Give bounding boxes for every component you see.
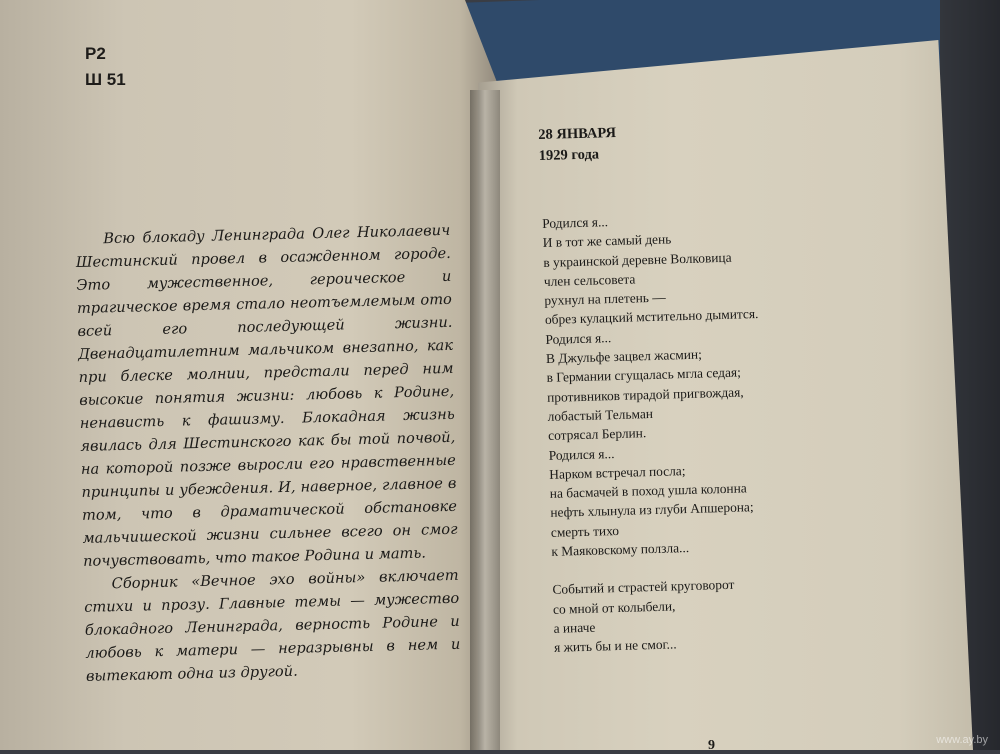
poem-line: Родился я... — [548, 445, 615, 463]
poem-line: И в тот же самый день — [542, 231, 672, 251]
poem-line: Нарком встречал посла; — [549, 462, 686, 482]
classification-code-2: Ш 51 — [85, 70, 126, 89]
poem-line: В Джульфе зацвел жасмин; — [545, 346, 702, 367]
date-line-2: 1929 года — [538, 146, 600, 164]
poem-line: лобастый Тельман — [547, 405, 654, 424]
annotation-paragraph-1: Всю блокаду Ленинграда Олег Николаевич Шестинский провел в осажденном городе. Это мужественное, героическое и трагическое время стало неотъемлемым ото всей его последующей жизни. Двенадцатилетним мальчиком внезапно, как при блеске молнии, предстали перед ним высокие понятия жизни: любовь к Родине, ненависть к фашизму. Блокадная жизнь явилась для Шестинского как бы той почвой, на которой позже выросли его нравственные принципы и убеждения. И, наверное, главное в том, что в драматической обстановке мальчишеской жизни сильнее всего он смог почувствовать, что такое Родина и мать. — [75, 221, 458, 570]
poem-line: противников тирадой пригвождая, — [546, 384, 744, 405]
poem-line: обрез кулацкий мстительно дымится. — [544, 306, 759, 328]
poem-line: со мной от колыбели, — [552, 598, 676, 617]
annotation-paragraph-2: Сборник «Вечное эхо войны» включает стихи и прозу. Главные темы — мужество блокадного Ленинграда, верность Родине и любовь к матери — неразрывны в нем и вытекают одна из другой. — [84, 566, 461, 685]
poem-line: нефть хлынула из глуби Апшерона; — [550, 499, 754, 521]
poem-date — [538, 123, 617, 167]
poem-line: в Германии сгущалась мгла седая; — [546, 364, 742, 386]
poem-line: в украинской деревне Волковица — [543, 249, 732, 270]
poem-line: сотрясал Берлин. — [547, 425, 647, 444]
poem-line: член сельсовета — [543, 271, 636, 289]
poem-text — [542, 205, 874, 657]
annotation-text — [75, 219, 461, 688]
poem-line: к Маяковскому ползла... — [551, 540, 690, 559]
date-line-1: 28 ЯНВАРЯ — [538, 124, 617, 143]
poem-line: а иначе — [553, 619, 596, 636]
poem-line: смерть тихо — [550, 522, 620, 540]
poem-line: на басмачей в поход ушла колонна — [549, 480, 747, 502]
poem-line: я жить бы и не смог... — [553, 636, 677, 656]
poem-line: рухнул на плетень — — [544, 289, 666, 309]
classification-code-1: Р2 — [85, 44, 106, 63]
page-number: 9 — [708, 738, 715, 753]
book-gutter — [470, 90, 500, 750]
poem-line: Родился я... — [545, 329, 612, 347]
watermark: www.ay.by — [936, 734, 988, 746]
poem-line: Событий и страстей круговорот — [552, 577, 735, 598]
poem-line: Родился я... — [542, 214, 609, 231]
